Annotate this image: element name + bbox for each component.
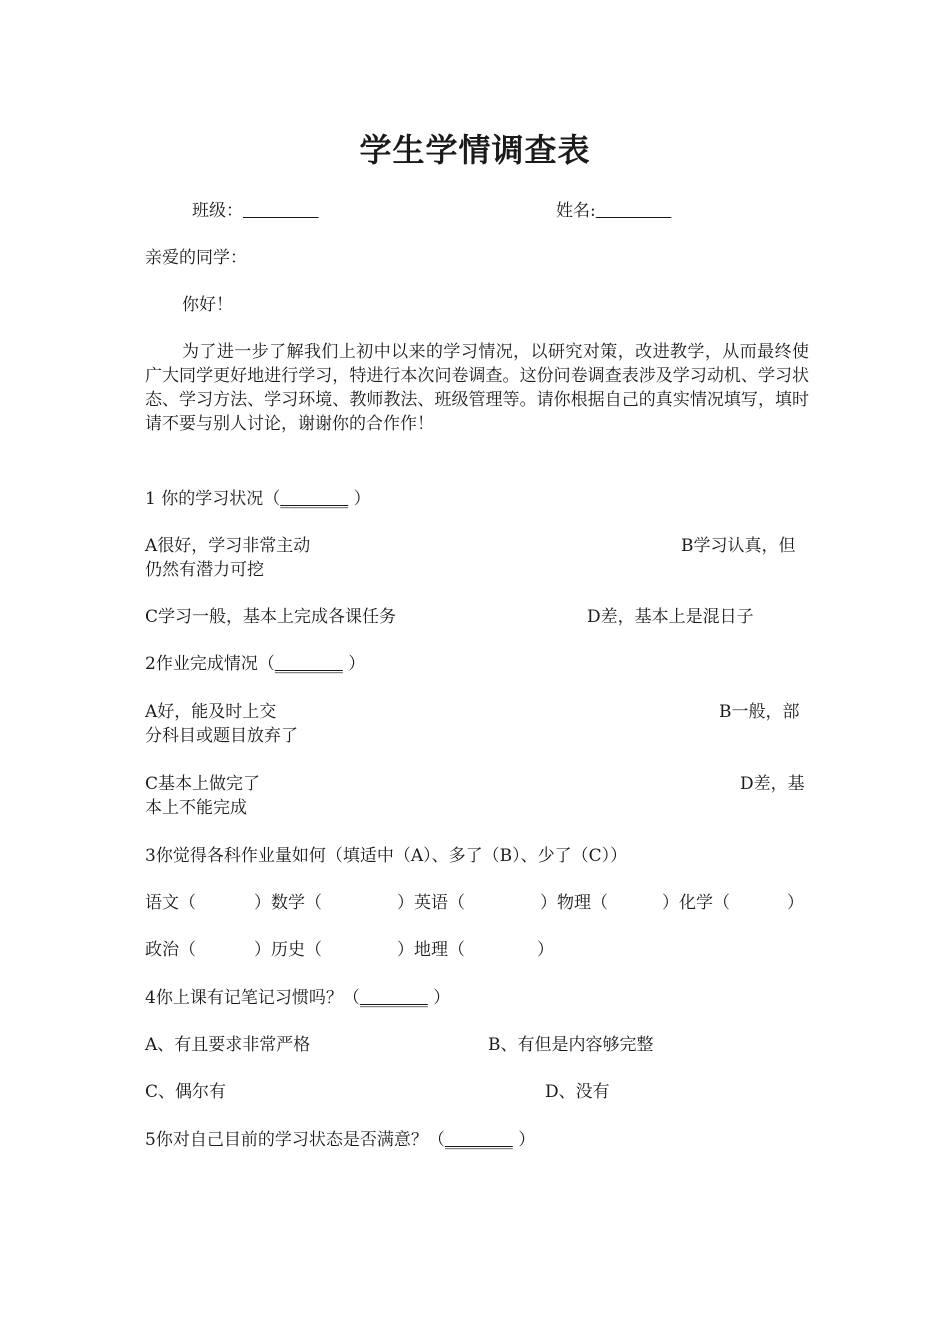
q3-subject-lang-chinese: 语文（ (145, 893, 196, 913)
q2-option-d: D差，基 (740, 774, 805, 794)
class-label: 班级： (192, 201, 243, 221)
salutation: 亲爱的同学： (145, 248, 247, 268)
q1-option-b-cont: 仍然有潜力可挖 (145, 560, 264, 580)
question-4-blank[interactable]: ________ (359, 988, 428, 1008)
q3-subject-physics: ）物理（ (540, 893, 608, 913)
q2-option-a: A好，能及时上交 (145, 702, 277, 722)
q1-option-d: D差，基本上是混日子 (587, 607, 754, 627)
page-title: 学生学情调查表 (359, 131, 591, 169)
q3-subject-geography: ）地理（ (397, 940, 465, 960)
question-5-blank[interactable]: ________ (444, 1130, 513, 1150)
intro-paragraph: 为了进一步了解我们上初中以来的学习情况，以研究对策，改进教学，从而最终使广大同学更好地进行学习，特进行本次问卷调查。这份问卷调查表涉及学习动机、学习状态、学习方法、学习环境、教师教法、班级管理等。请你根据自己的真实情况填写，填时请不要与别人讨论，谢谢你的合作作！ (145, 342, 809, 434)
name-field (556, 199, 671, 223)
question-5-stem: 5你对自己目前的学习状态是否满意？（ (145, 1130, 445, 1150)
q3-subject-chemistry: ）化学（ (662, 893, 730, 913)
q1-option-c: C学习一般，基本上完成各课任务 (145, 607, 397, 627)
question-2 (145, 652, 365, 676)
question-3: 3你觉得各科作业量如何（填适中（A）、多了（B）、少了（C）） (145, 846, 628, 866)
q4-option-a: A、有且要求非常严格 (145, 1035, 311, 1055)
q2-option-c: C基本上做完了 (145, 774, 261, 794)
q2-option-b: B一般，部 (719, 702, 800, 722)
question-1-close: ） (348, 489, 371, 509)
q4-option-c: C、偶尔有 (145, 1082, 227, 1102)
question-4 (145, 986, 450, 1010)
question-1-blank[interactable]: ________ (280, 489, 349, 509)
q4-option-b: B、有但是内容够完整 (488, 1035, 654, 1055)
q2-option-d-cont: 本上不能完成 (145, 798, 247, 818)
q1-option-b: B学习认真，但 (681, 536, 796, 556)
greeting: 你好！ (182, 295, 233, 315)
q2-option-b-cont: 分科目或题目放弃了 (145, 726, 298, 746)
q3-subject-math: ）数学（ (254, 893, 322, 913)
question-2-stem: 2作业完成情况（ (145, 654, 275, 674)
q3-subject-english: ）英语（ (397, 893, 465, 913)
question-2-close: ） (342, 654, 366, 674)
question-5 (145, 1128, 535, 1152)
q3-subject-politics: 政治（ (145, 940, 196, 960)
q3-row2-close: ） (537, 940, 554, 960)
class-blank[interactable] (243, 201, 319, 221)
question-2-blank[interactable]: ________ (274, 654, 343, 674)
question-5-close: ） (512, 1130, 536, 1150)
q3-row1-close: ） (787, 893, 804, 913)
question-4-close: ） (427, 988, 451, 1008)
question-1 (145, 487, 371, 511)
name-blank[interactable] (596, 201, 672, 221)
q4-option-d: D、没有 (545, 1082, 610, 1102)
q1-option-a: A很好，学习非常主动 (145, 536, 311, 556)
question-4-stem: 4你上课有记笔记习惯吗？（ (145, 988, 360, 1008)
q3-subject-history: ）历史（ (254, 940, 322, 960)
question-1-stem: 1 你的学习状况（ (145, 489, 281, 509)
name-label: 姓名: (556, 201, 596, 221)
class-field (192, 199, 319, 223)
